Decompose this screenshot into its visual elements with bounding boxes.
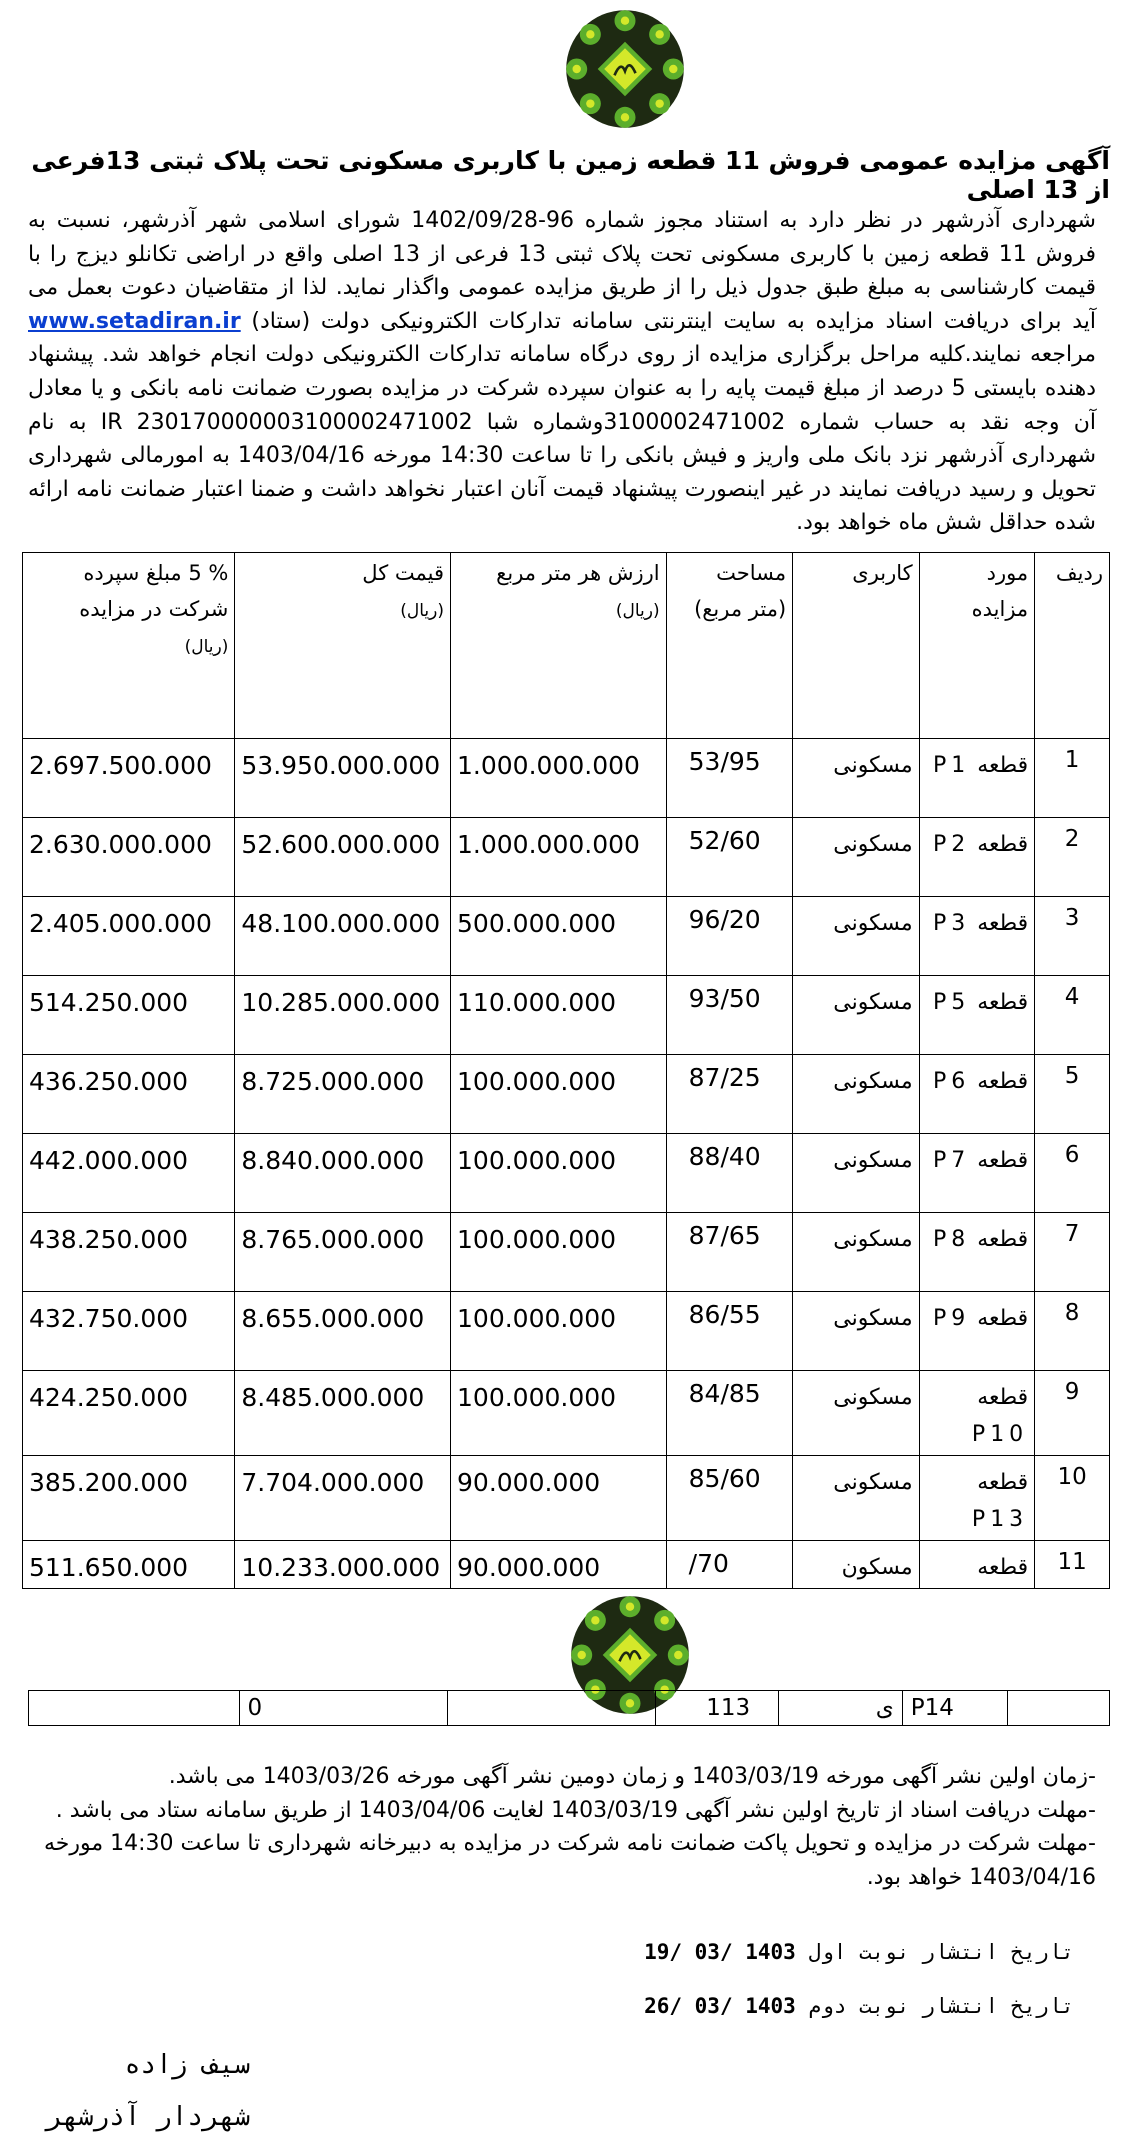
cell-usage: مسکونی [793, 818, 920, 897]
cell-deposit: 436.250.000 [23, 1055, 235, 1134]
cell-usage: ی [778, 1691, 902, 1726]
note-document-deadline: -مهلت دریافت اسناد از تاریخ اولین نشر آگهی 1403/03/19 لغایت 1403/04/06 از طریق سامانه ستاد می باشد . [55, 1797, 1096, 1823]
cell-item: قطعه P1 [919, 739, 1035, 818]
cell-unit-price: 110.000.000 [451, 976, 667, 1055]
cell-unit-price: 90.000.000 [451, 1541, 667, 1589]
cell-unit-price: 100.000.000 [451, 1371, 667, 1456]
header-usage: کاربری [793, 553, 920, 739]
cell-item: قطعه P13 [919, 1456, 1035, 1541]
cell-row-number: 6 [1035, 1134, 1110, 1213]
cell-total-price: 10.285.000.000 [235, 976, 451, 1055]
auction-table [22, 552, 1110, 1589]
cell-deposit: 514.250.000 [23, 976, 235, 1055]
cell-total-price: 8.725.000.000 [235, 1055, 451, 1134]
second-publication-value: 1403 /03 /26 [644, 1994, 796, 2018]
cell-total-price: 10.233.000.000 [235, 1541, 451, 1589]
cell-row-number: 1 [1035, 739, 1110, 818]
cell-row-number: 4 [1035, 976, 1110, 1055]
cell-area: 96/20 [666, 897, 793, 976]
signatory-name: سیف زاده [124, 2050, 250, 2080]
cell-area: 84/85 [666, 1371, 793, 1456]
cell-usage: مسکونی [793, 1134, 920, 1213]
cell-total-price: 53.950.000.000 [235, 739, 451, 818]
body-text-part2: مراجعه نمایند.کلیه مراحل برگزاری مزایده از روی درگاه سامانه تدارکات الکترونیکی دولت انجام خواهد شد. پیشنهاد دهنده بایستی 5 درصد از مبلغ قیمت پایه را به عنوان سپرده شرکت در مزایده بصورت ضمانت نامه بانکی و یا معادل آن وجه نقد به حساب شماره 3100002471002وشماره شبا IR 230170000003100002471002 به نام شهرداری آذرشهر نزد بانک ملی واریز و فیش بانکی را تا ساعت 14:30 مورخه 1403/04/16 به امورمالی شهرداری تحویل و رسید دریافت نمایند در غیر اینصورت پیشنهاد قیمت آنان اعتبار نخواهد داشت و ضمنا اعتبار ضمانت نامه ارائه شده حداقل شش ماه خواهد بود. [28, 342, 1097, 536]
cell-total-price: 8.765.000.000 [235, 1213, 451, 1292]
cell-item: قطعه P10 [919, 1371, 1035, 1456]
cell-deposit: 424.250.000 [23, 1371, 235, 1456]
cell-area: /70 [666, 1541, 793, 1589]
auction-table-continuation [28, 1690, 1110, 1726]
cell-deposit: 511.650.000 [23, 1541, 235, 1589]
cell-area: 87/65 [666, 1213, 793, 1292]
header-deposit: % 5 مبلغ سپرده شرکت در مزایده (ریال) [23, 553, 235, 739]
cell-row-number: 11 [1035, 1541, 1110, 1589]
cell-item: قطعه P8 [919, 1213, 1035, 1292]
table-row [23, 1292, 1110, 1371]
cell-total-price: 0 [239, 1691, 447, 1726]
body-text-part1: شهرداری آذرشهر در نظر دارد به استناد مجوز شماره 96-1402/09/28 شورای اسلامی شهر آذرشهر، نسبت به فروش 11 قطعه زمین با کاربری مسکونی تحت پلاک ثبتی 13 فرعی از 13 اصلی واقع در اراضی تکانلو دیزج را با قیمت کارشناسی به مبلغ طبق جدول ذیل را از طریق مزایده عمومی واگذار نماید. لذا از متقاضیان دعوت بعمل می آید برای دریافت اسناد مزایده به سایت اینترنتی سامانه تدارکات الکترونیکی دولت (ستاد) [28, 208, 1096, 334]
cell-deposit [29, 1691, 240, 1726]
table-row [23, 1134, 1110, 1213]
cell-item: قطعه [919, 1541, 1035, 1589]
header-unit-price: ارزش هر متر مربع (ریال) [451, 553, 667, 739]
cell-usage: مسکونی [793, 1213, 920, 1292]
second-publication-date [644, 1994, 1074, 2018]
table-row [23, 1541, 1110, 1589]
cell-area: 52/60 [666, 818, 793, 897]
cell-row-number [1008, 1691, 1110, 1726]
azarshahr-municipality-logo [562, 6, 688, 132]
header-item: مورد مزایده [919, 553, 1035, 739]
table-row [23, 739, 1110, 818]
cell-usage: مسکونی [793, 1292, 920, 1371]
cell-total-price: 48.100.000.000 [235, 897, 451, 976]
cell-item: قطعه P9 [919, 1292, 1035, 1371]
table-row [23, 1213, 1110, 1292]
cell-item: قطعه P3 [919, 897, 1035, 976]
cell-item: قطعه P7 [919, 1134, 1035, 1213]
cell-deposit: 438.250.000 [23, 1213, 235, 1292]
cell-row-number: 9 [1035, 1371, 1110, 1456]
cell-item: قطعه P5 [919, 976, 1035, 1055]
cell-row-number: 10 [1035, 1456, 1110, 1541]
cell-deposit: 442.000.000 [23, 1134, 235, 1213]
announcement-title: آگهی مزایده عمومی فروش 11 قطعه زمین با کاربری مسکونی تحت پلاک ثبتی 13فرعی از 13 اصلی [31, 146, 1110, 204]
cell-area: 87/25 [666, 1055, 793, 1134]
first-publication-value: 1403 /03 /19 [644, 1940, 796, 1964]
cell-usage: مسکونی [793, 1456, 920, 1541]
table-row [29, 1691, 1110, 1726]
cell-usage: مسکونی [793, 1371, 920, 1456]
cell-total-price: 8.485.000.000 [235, 1371, 451, 1456]
cell-deposit: 2.697.500.000 [23, 739, 235, 818]
cell-area: 113 [656, 1691, 779, 1726]
announcement-body [28, 204, 1096, 540]
note-submission-deadline: -مهلت شرکت در مزایده و تحویل پاکت ضمانت نامه شرکت در مزایده به دبیرخانه شهرداری تا ساعت 14:30 مورخه 1403/04/16 خواهد بود. [43, 1831, 1096, 1890]
announcement-notes [28, 1760, 1096, 1894]
cell-deposit: 432.750.000 [23, 1292, 235, 1371]
first-publication-label: تاریخ انتشار نوبت اول [808, 1940, 1074, 1964]
cell-unit-price: 1.000.000.000 [451, 818, 667, 897]
cell-usage: مسکونی [793, 897, 920, 976]
table-header-row [23, 553, 1110, 739]
cell-area: 86/55 [666, 1292, 793, 1371]
cell-row-number: 3 [1035, 897, 1110, 976]
cell-unit-price: 100.000.000 [451, 1213, 667, 1292]
cell-row-number: 2 [1035, 818, 1110, 897]
cell-unit-price: 100.000.000 [451, 1292, 667, 1371]
cell-deposit: 2.405.000.000 [23, 897, 235, 976]
cell-total-price: 8.655.000.000 [235, 1292, 451, 1371]
table-row [23, 818, 1110, 897]
cell-item: قطعه P2 [919, 818, 1035, 897]
note-publication-dates: -زمان اولین نشر آگهی مورخه 1403/03/19 و زمان دومین نشر آگهی مورخه 1403/03/26 می باشد. [168, 1764, 1096, 1789]
cell-row-number: 7 [1035, 1213, 1110, 1292]
setad-link[interactable]: www.setadiran.ir [28, 308, 241, 334]
table-row [23, 1055, 1110, 1134]
header-row-number: ردیف [1035, 553, 1110, 739]
cell-area: 93/50 [666, 976, 793, 1055]
cell-unit-price: 90.000.000 [451, 1456, 667, 1541]
cell-area: 53/95 [666, 739, 793, 818]
header-area: مساحت (متر مربع) [666, 553, 793, 739]
cell-deposit: 385.200.000 [23, 1456, 235, 1541]
cell-unit-price [447, 1691, 655, 1726]
table-row [23, 976, 1110, 1055]
cell-unit-price: 500.000.000 [451, 897, 667, 976]
table-row [23, 1456, 1110, 1541]
second-publication-label: تاریخ انتشار نوبت دوم [808, 1994, 1074, 2018]
table-row [23, 897, 1110, 976]
cell-unit-price: 1.000.000.000 [451, 739, 667, 818]
cell-total-price: 52.600.000.000 [235, 818, 451, 897]
cell-area: 88/40 [666, 1134, 793, 1213]
cell-usage: مسکونی [793, 976, 920, 1055]
header-total-price: قیمت کل (ریال) [235, 553, 451, 739]
cell-deposit: 2.630.000.000 [23, 818, 235, 897]
cell-usage: مسکونی [793, 1055, 920, 1134]
cell-unit-price: 100.000.000 [451, 1134, 667, 1213]
cell-area: 85/60 [666, 1456, 793, 1541]
cell-item: قطعه P6 [919, 1055, 1035, 1134]
cell-row-number: 8 [1035, 1292, 1110, 1371]
first-publication-date [644, 1940, 1074, 1964]
signatory-position: شهردار آذرشهر [46, 2102, 250, 2132]
cell-total-price: 7.704.000.000 [235, 1456, 451, 1541]
cell-row-number: 5 [1035, 1055, 1110, 1134]
cell-usage: مسکون [793, 1541, 920, 1589]
table-row [23, 1371, 1110, 1456]
cell-total-price: 8.840.000.000 [235, 1134, 451, 1213]
cell-unit-price: 100.000.000 [451, 1055, 667, 1134]
cell-item: P14 [902, 1691, 1008, 1726]
cell-usage: مسکونی [793, 739, 920, 818]
